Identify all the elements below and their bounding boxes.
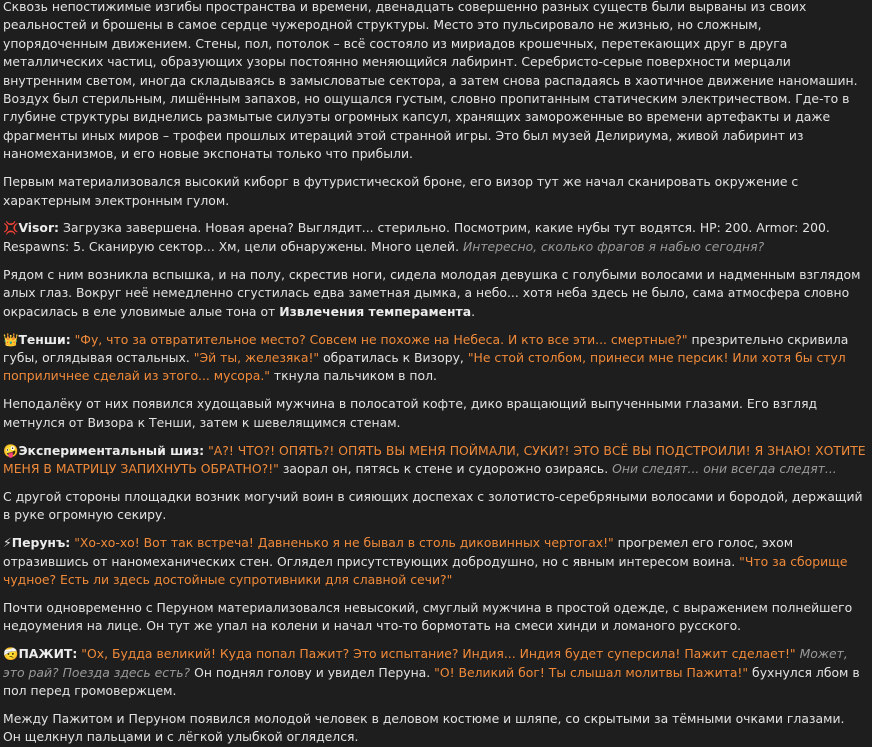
narration-businessman: Между Пажитом и Перуном появился молодой человек в деловом костюме и шляпе, со скрытыми за тёмными очками глазами. Он щелкнул пальцами и с лёгкой улыбкой огляделся. <box>3 710 845 745</box>
tenshi-quote-2: "Эй ты, железяка!" <box>193 349 320 365</box>
tenshi-ability: Извлечения темперамента <box>279 303 472 319</box>
pazhit-action-2: бухнулся лбом в пол перед громовержцем. <box>3 664 860 698</box>
pazhit-action-1: Он поднял голову и увидел Перуна. <box>190 664 435 680</box>
crown-icon: 👑 <box>3 331 19 347</box>
tenshi-quote-3: "Не стой столбом, принеси мне персик! Или хотя бы стул поприличнее сделай из этого... мусора." <box>3 349 846 384</box>
narration-schiz: Неподалёку от них появился худощавый мужчина в полосатой кофте, дико вращающий выпученными глазами. Его взгляд метнулся от Визора к Тенши, затем к шевелящимся стенам. <box>3 396 818 430</box>
anger-icon: 💢 <box>3 220 19 236</box>
schiz-thought: Они следят... они всегда следят... <box>612 460 837 476</box>
speaker-visor: Visor: <box>18 220 60 236</box>
speaker-perun: Перунъ: <box>11 535 71 551</box>
tenshi-intro-text: Рядом с ним возникла вспышка, и на полу, скрестив ноги, сидела молодая девушка с голубыми волосами и надменным взглядом алых глаз. Вокруг неё немедленно сгустилась едва заметная дымка, а небо... хотя неба здесь не было, сама атмосфера словно окрасилась в еле уловимые алые тона от <box>3 266 861 319</box>
dialogue-schiz <box>3 442 866 479</box>
chat-message <box>3 0 866 747</box>
schiz-action-1: заорал он, пятясь к стене и судорожно озираясь. <box>278 460 613 476</box>
pazhit-quote-1: "Ох, Будда великий! Куда попал Пажит? Это испытание? Индия... Индия будет суперсила! Пажит сделает!" <box>81 646 796 662</box>
perun-action-1: прогремел его голос, эхом отразившись от наномеханических стен. Оглядел присутствующих добродушно, но с явным интересом воина. <box>3 535 794 569</box>
narration-perun: С другой стороны площадки возник могучий воин в сияющих доспехах с золотисто-серебряными волосами и бородой, держащий в руке огромную секиру. <box>3 488 863 523</box>
dialogue-tenshi <box>3 331 866 386</box>
speaker-schiz: Экспериментальный шиз: <box>18 442 205 458</box>
crazy-face-icon: 🤪 <box>3 442 19 458</box>
narration-tenshi <box>3 266 866 321</box>
pazhit-thought: Может, это рай? Поезда здесь есть? <box>3 646 848 680</box>
perun-quote-1: "Хо-хо-хо! Вот так встреча! Давненько я не бывал в столь диковинных чертогах!" <box>74 535 614 551</box>
speaker-tenshi: Тенши: <box>18 331 71 347</box>
narration-arrival: Сквозь непостижимые изгибы пространства и времени, двенадцать совершенно разных существ были вырваны из своих реальностей и брошены в самое сердце чужеродной структуры. Место это пульсировало не жизнью, но сложным, упорядоченным движением. Стены, пол, потолок – всё состояло из мириадов крошечных, перетекающих друг в друга металлических частиц, образующих узоры постоянно меняющийся лабиринт. Серебристо-серые поверхности мерцали внутренним светом, иногда складываясь в замысловатые сектора, а затем снова распадаясь в хаотичное движение наномашин. Воздух был стерильным, лишённым запахов, но ощущался густым, словно пропитанным статическим электричеством. Где-то в глубине структуры виднелись размытые силуэты огромных капсул, хранящих замороженные во времени артефакты и даже фрагменты иных миров – трофеи прошлых итераций этой странной игры. Это был музей Делириума, живой лабиринт из наномеханизмов, и его новые экспонаты только что прибыли. <box>3 0 858 162</box>
narration-visor: Первым материализовался высокий киборг в футуристической броне, его визор тут же начал сканировать окружение с характерным электронным гулом. <box>3 174 799 208</box>
tenshi-action-1: презрительно скривила губы, оглядывая остальных. <box>3 331 849 365</box>
pazhit-quote-2: "О! Великий бог! Ты слышал молитвы Пажита!" <box>434 664 749 680</box>
tenshi-quote-1: "Фу, что за отвратительное место? Совсем не похоже на Небеса. И кто все эти... смертные?" <box>74 331 688 347</box>
perun-quote-2: "Что за сборище чудное? Есть ли здесь достойные супротивники для славной сечи?" <box>3 553 848 587</box>
tenshi-intro-end: . <box>471 303 476 319</box>
speaker-pazhit: ПАЖИТ: <box>18 646 78 662</box>
lightning-icon: ⚡ <box>3 535 12 551</box>
narration-pazhit: Почти одновременно с Перуном материализовался невысокий, смуглый мужчина в простой одежде, с выражением полнейшего недоумения на лице. Он тут же упал на колени и начал что-то бормотать на смеси хинди и ломаного русского. <box>3 599 853 634</box>
dialogue-perun <box>3 534 866 589</box>
schiz-quote-1: "А?! ЧТО?! ОПЯТЬ?! ОПЯТЬ ВЫ МЕНЯ ПОЙМАЛИ, СУКИ?! ЭТО ВСЁ ВЫ ПОДСТРОИЛИ! Я ЗНАЮ! ХОТИТЕ МЕНЯ В МАТРИЦУ ЗАПИХНУТЬ ОБРАТНО?!" <box>3 442 866 476</box>
visor-thought: Интересно, сколько фрагов я набью сегодня? <box>462 238 765 254</box>
tenshi-action-3: ткнула пальчиком в пол. <box>269 368 437 384</box>
bandaged-face-icon: 🤕 <box>3 646 19 662</box>
dialogue-visor <box>3 219 866 256</box>
visor-text: Загрузка завершена. Новая арена? Выглядит... стерильно. Посмотрим, какие нубы тут водятся. HP: 200. Armor: 200. Respawns: 5. Сканирую сектор... Хм, цели обнаружены. Много целей. <box>3 220 830 254</box>
tenshi-action-2: обратилась к Визору, <box>319 349 468 365</box>
dialogue-pazhit <box>3 645 866 700</box>
